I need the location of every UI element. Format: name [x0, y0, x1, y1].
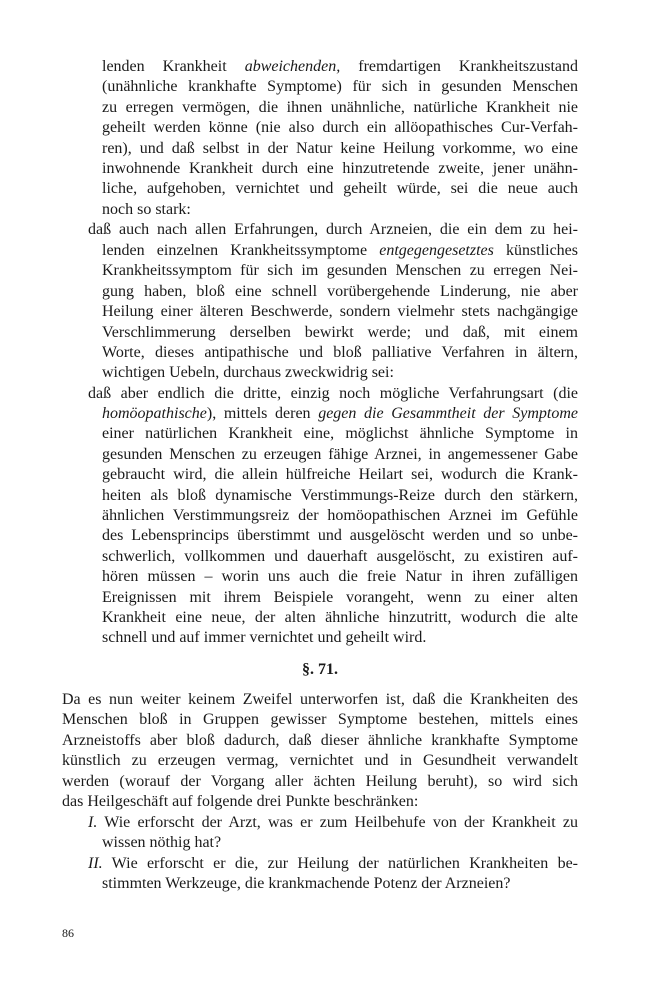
text-line: lenden Krankheit abweichenden, fremdartigen Krankheitszustand	[102, 58, 579, 75]
text-line: stimmten Werkzeuge, die krankmachende Potenz der Arzneien?	[102, 875, 511, 892]
paragraph-homoeopathic	[102, 404, 578, 649]
text-line: homöopathische), mittels deren gegen die Gesammtheit der Symptome	[102, 405, 579, 422]
text-line: geheilt werden könne (nie also durch ein allöopathisches Cur-Verfah-	[102, 119, 578, 137]
list-item-first-line	[88, 854, 578, 874]
text-line: Da es nun weiter keinem Zweifel unterworfen ist, daß die Krankheiten des	[62, 691, 578, 708]
text-line: Arzneistoffs aber bloß dadurch, daß dieser ähnliche krankhafte Symptome	[62, 731, 578, 749]
paragraph-antipathic-first-line	[88, 220, 578, 240]
text-line: heiten als bloß dynamische Verstimmungs-Reize durch den stärkern,	[102, 486, 578, 504]
text-line: Worte, dieses antipathische und bloß palliative Verfahren in ältern,	[102, 343, 578, 361]
list-item-first-line	[88, 813, 578, 833]
paragraph-section-71	[62, 690, 578, 812]
text-line: einer natürlichen Krankheit eine, möglichst ähnliche Symptome in	[102, 425, 578, 443]
text-line: (unähnliche krankhafte Symptome) für sich in gesunden Menschen	[102, 78, 578, 96]
text-line: wissen nöthig hat?	[102, 834, 222, 851]
text-line: liche, aufgehoben, vernichtet und geheilt würde, sei die neue auch	[102, 180, 578, 198]
text-line: Krankheit eine neue, der alten ähnliche hinzutritt, wodurch die alte	[102, 608, 578, 626]
text-line: inwohnende Krankheit durch eine hinzutretende zweite, jener unähn-	[102, 159, 578, 177]
text-line: des Lebensprincips überstimmt und ausgelöscht werden und so unbe-	[102, 527, 578, 545]
text-line: zu erregen vermögen, die ihnen unähnliche, natürliche Krankheit nie	[102, 98, 578, 116]
section-heading: §. 71.	[302, 661, 338, 678]
list-item	[102, 874, 578, 894]
text-line: Verschlimmerung derselben bewirkt werde; und daß, mit einem	[102, 323, 578, 341]
text-line: daß auch nach allen Erfahrungen, durch Arzneien, die ein dem zu hei-	[88, 221, 578, 238]
text-line: künstlich zu erzeugen vermag, vernichtet und in Gesundheit verwandelt	[62, 752, 578, 770]
text-line: noch so stark:	[102, 200, 191, 218]
text-line: II. Wie erforscht er die, zur Heilung der natürlichen Krankheiten be-	[88, 855, 578, 872]
paragraph-continued	[102, 57, 578, 220]
text-line: Ereignissen mit ihrem Beispiele vorangeht, wenn zu einer alten	[102, 588, 578, 606]
text-line: wichtigen Uebeln, durchaus zweckwidrig sei:	[102, 364, 394, 382]
text-line: Krankheitssymptom für sich im gesunden Menschen zu erregen Nei-	[102, 262, 578, 280]
text-line: Menschen bloß in Gruppen gewisser Symptome bestehen, mittels eines	[62, 711, 578, 729]
text-line: ähnlichen Verstimmungsreiz der homöopathischen Arznei im Gefühle	[102, 506, 578, 524]
text-line: das Heilgeschäft auf folgende drei Punkte beschränken:	[62, 792, 419, 810]
paragraph-homoeopathic-first-line	[88, 384, 578, 404]
text-line: gebraucht wird, die allein hülfreiche Heilart sei, wodurch die Krank-	[102, 466, 578, 484]
text-line: gesunden Menschen zu erzeugen fähige Arznei, in angemessener Gabe	[102, 445, 578, 463]
text-line: Heilung einer älteren Beschwerde, sondern vielmehr stets nachgängige	[102, 303, 578, 321]
text-line: lenden einzelnen Krankheitssymptome entgegengesetztes künstliches	[102, 242, 578, 259]
paragraph-antipathic	[102, 241, 578, 384]
text-line: werden (worauf der Vorgang aller ächten Heilung beruht), so wird sich	[62, 772, 578, 790]
text-line: I. Wie erforscht der Arzt, was er zum Heilbehufe von der Krankheit zu	[88, 814, 578, 831]
list-item	[102, 833, 578, 853]
page-number: 86	[62, 926, 74, 940]
text-line: gung haben, bloß eine schnell vorübergehende Linderung, nie aber	[102, 282, 578, 300]
text-line: daß aber endlich die dritte, einzig noch mögliche Verfahrungsart (die	[88, 385, 578, 402]
text-line: hören müssen – worin uns auch die freie Natur in ihren zufälligen	[102, 568, 578, 586]
text-line: schwerlich, vollkommen und dauerhaft ausgelöscht, zu existiren auf-	[102, 547, 578, 565]
text-line: schnell und auf immer vernichtet und geheilt wird.	[102, 629, 427, 647]
text-line: ren), und daß selbst in der Natur keine Heilung vorkomme, wo eine	[102, 139, 578, 157]
